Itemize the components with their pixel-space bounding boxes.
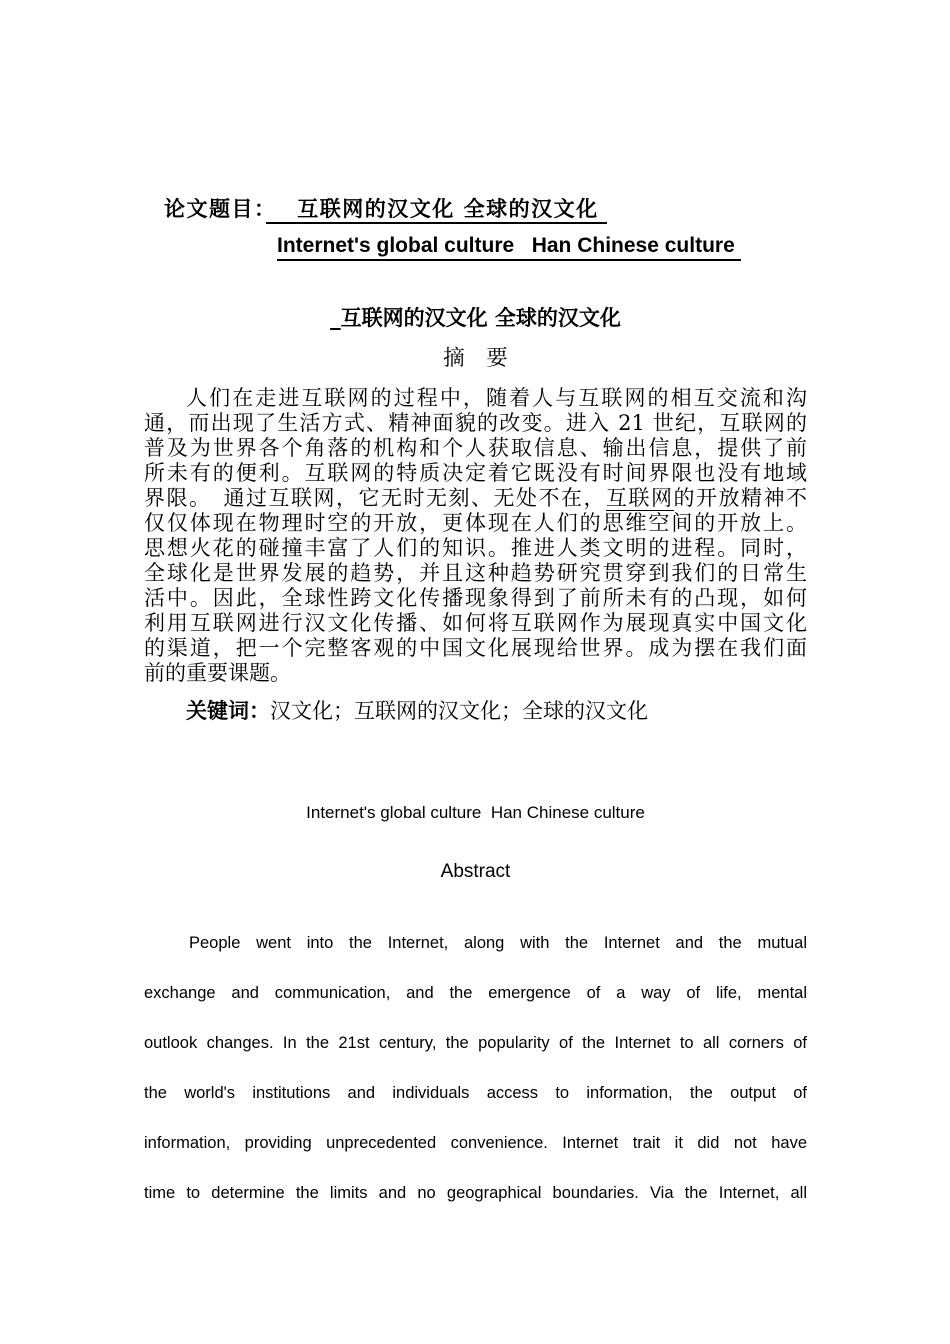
cn-abstract-paragraph bbox=[144, 386, 807, 686]
cn-paragraph-line: 人们在走进互联网的过程中，随着人与互联网的相互交流和沟 bbox=[186, 386, 807, 410]
en-paragraph-line: information, providing unprecedented convenience. Internet trait it did not have bbox=[144, 1134, 807, 1152]
thesis-title-cn-underlined: 互联网的汉文化 全球的汉文化 bbox=[266, 196, 607, 224]
underlined-term: 互联网 bbox=[606, 486, 674, 510]
en-paragraph-line: time to determine the limits and no geographical boundaries. Via the Internet, all bbox=[144, 1184, 807, 1202]
en-paragraph-line: People went into the Internet, along with the Internet and the mutual bbox=[189, 934, 807, 952]
cn-paragraph-line: 普及为世界各个角落的机构和个人获取信息、输出信息，提供了前 bbox=[144, 436, 807, 460]
cn-line-text: 的开放精神不 bbox=[673, 486, 807, 510]
cn-paragraph-line: 利用互联网进行汉文化传播、如何将互联网作为展现真实中国文化 bbox=[144, 611, 807, 635]
cn-paragraph-line: 所未有的便利。互联网的特质决定着它既没有时间界限也没有地域 bbox=[144, 461, 807, 485]
cn-paragraph-line: 思想火花的碰撞丰富了人们的知识。推进人类文明的进程。同时， bbox=[144, 536, 807, 560]
en-paragraph-line: the world's institutions and individuals access to information, the output of bbox=[144, 1084, 807, 1102]
cn-abstract-heading: 摘 要 bbox=[443, 346, 508, 371]
thesis-title-label: 论文题目： bbox=[164, 196, 266, 221]
cn-keywords-line bbox=[144, 698, 807, 724]
en-title: Internet's global culture Han Chinese culture bbox=[306, 803, 645, 822]
keywords-label: 关键词： bbox=[186, 698, 270, 723]
thesis-title-en-line bbox=[144, 231, 807, 263]
en-paragraph-line: exchange and communication, and the emergence of a way of life, mental bbox=[144, 984, 807, 1002]
thesis-title-en-underlined: Internet's global culture Han Chinese culture bbox=[277, 234, 741, 261]
cn-paragraph-line: 仅仅体现在物理时空的开放，更体现在人们的思维空间的开放上。 bbox=[144, 511, 807, 535]
en-abstract-paragraph bbox=[144, 918, 807, 1218]
cn-paragraph-line: 的渠道，把一个完整客观的中国文化展现给世界。成为摆在我们面 bbox=[144, 636, 807, 660]
cn-paragraph-line: 前的重要课题。 bbox=[144, 661, 291, 685]
cn-paragraph-line bbox=[144, 486, 807, 511]
cn-main-title: _互联网的汉文化 全球的汉文化 bbox=[330, 305, 621, 330]
thesis-title-line bbox=[144, 194, 807, 224]
en-paragraph-line: outlook changes. In the 21st century, the popularity of the Internet to all corners of bbox=[144, 1034, 807, 1052]
cn-paragraph-line: 通，而出现了生活方式、精神面貌的改变。进入 21 世纪，互联网的 bbox=[144, 411, 807, 435]
en-abstract-heading: Abstract bbox=[440, 861, 511, 882]
cn-paragraph-line: 全球化是世界发展的趋势，并且这种趋势研究贯穿到我们的日常生 bbox=[144, 561, 807, 585]
cn-line-text: 界限。 通过互联网，它无时无刻、无处不在， bbox=[144, 486, 606, 510]
keywords-text: 汉文化；互联网的汉文化；全球的汉文化 bbox=[270, 699, 648, 723]
cn-paragraph-line: 活中。因此，全球性跨文化传播现象得到了前所未有的凸现，如何 bbox=[144, 586, 807, 610]
